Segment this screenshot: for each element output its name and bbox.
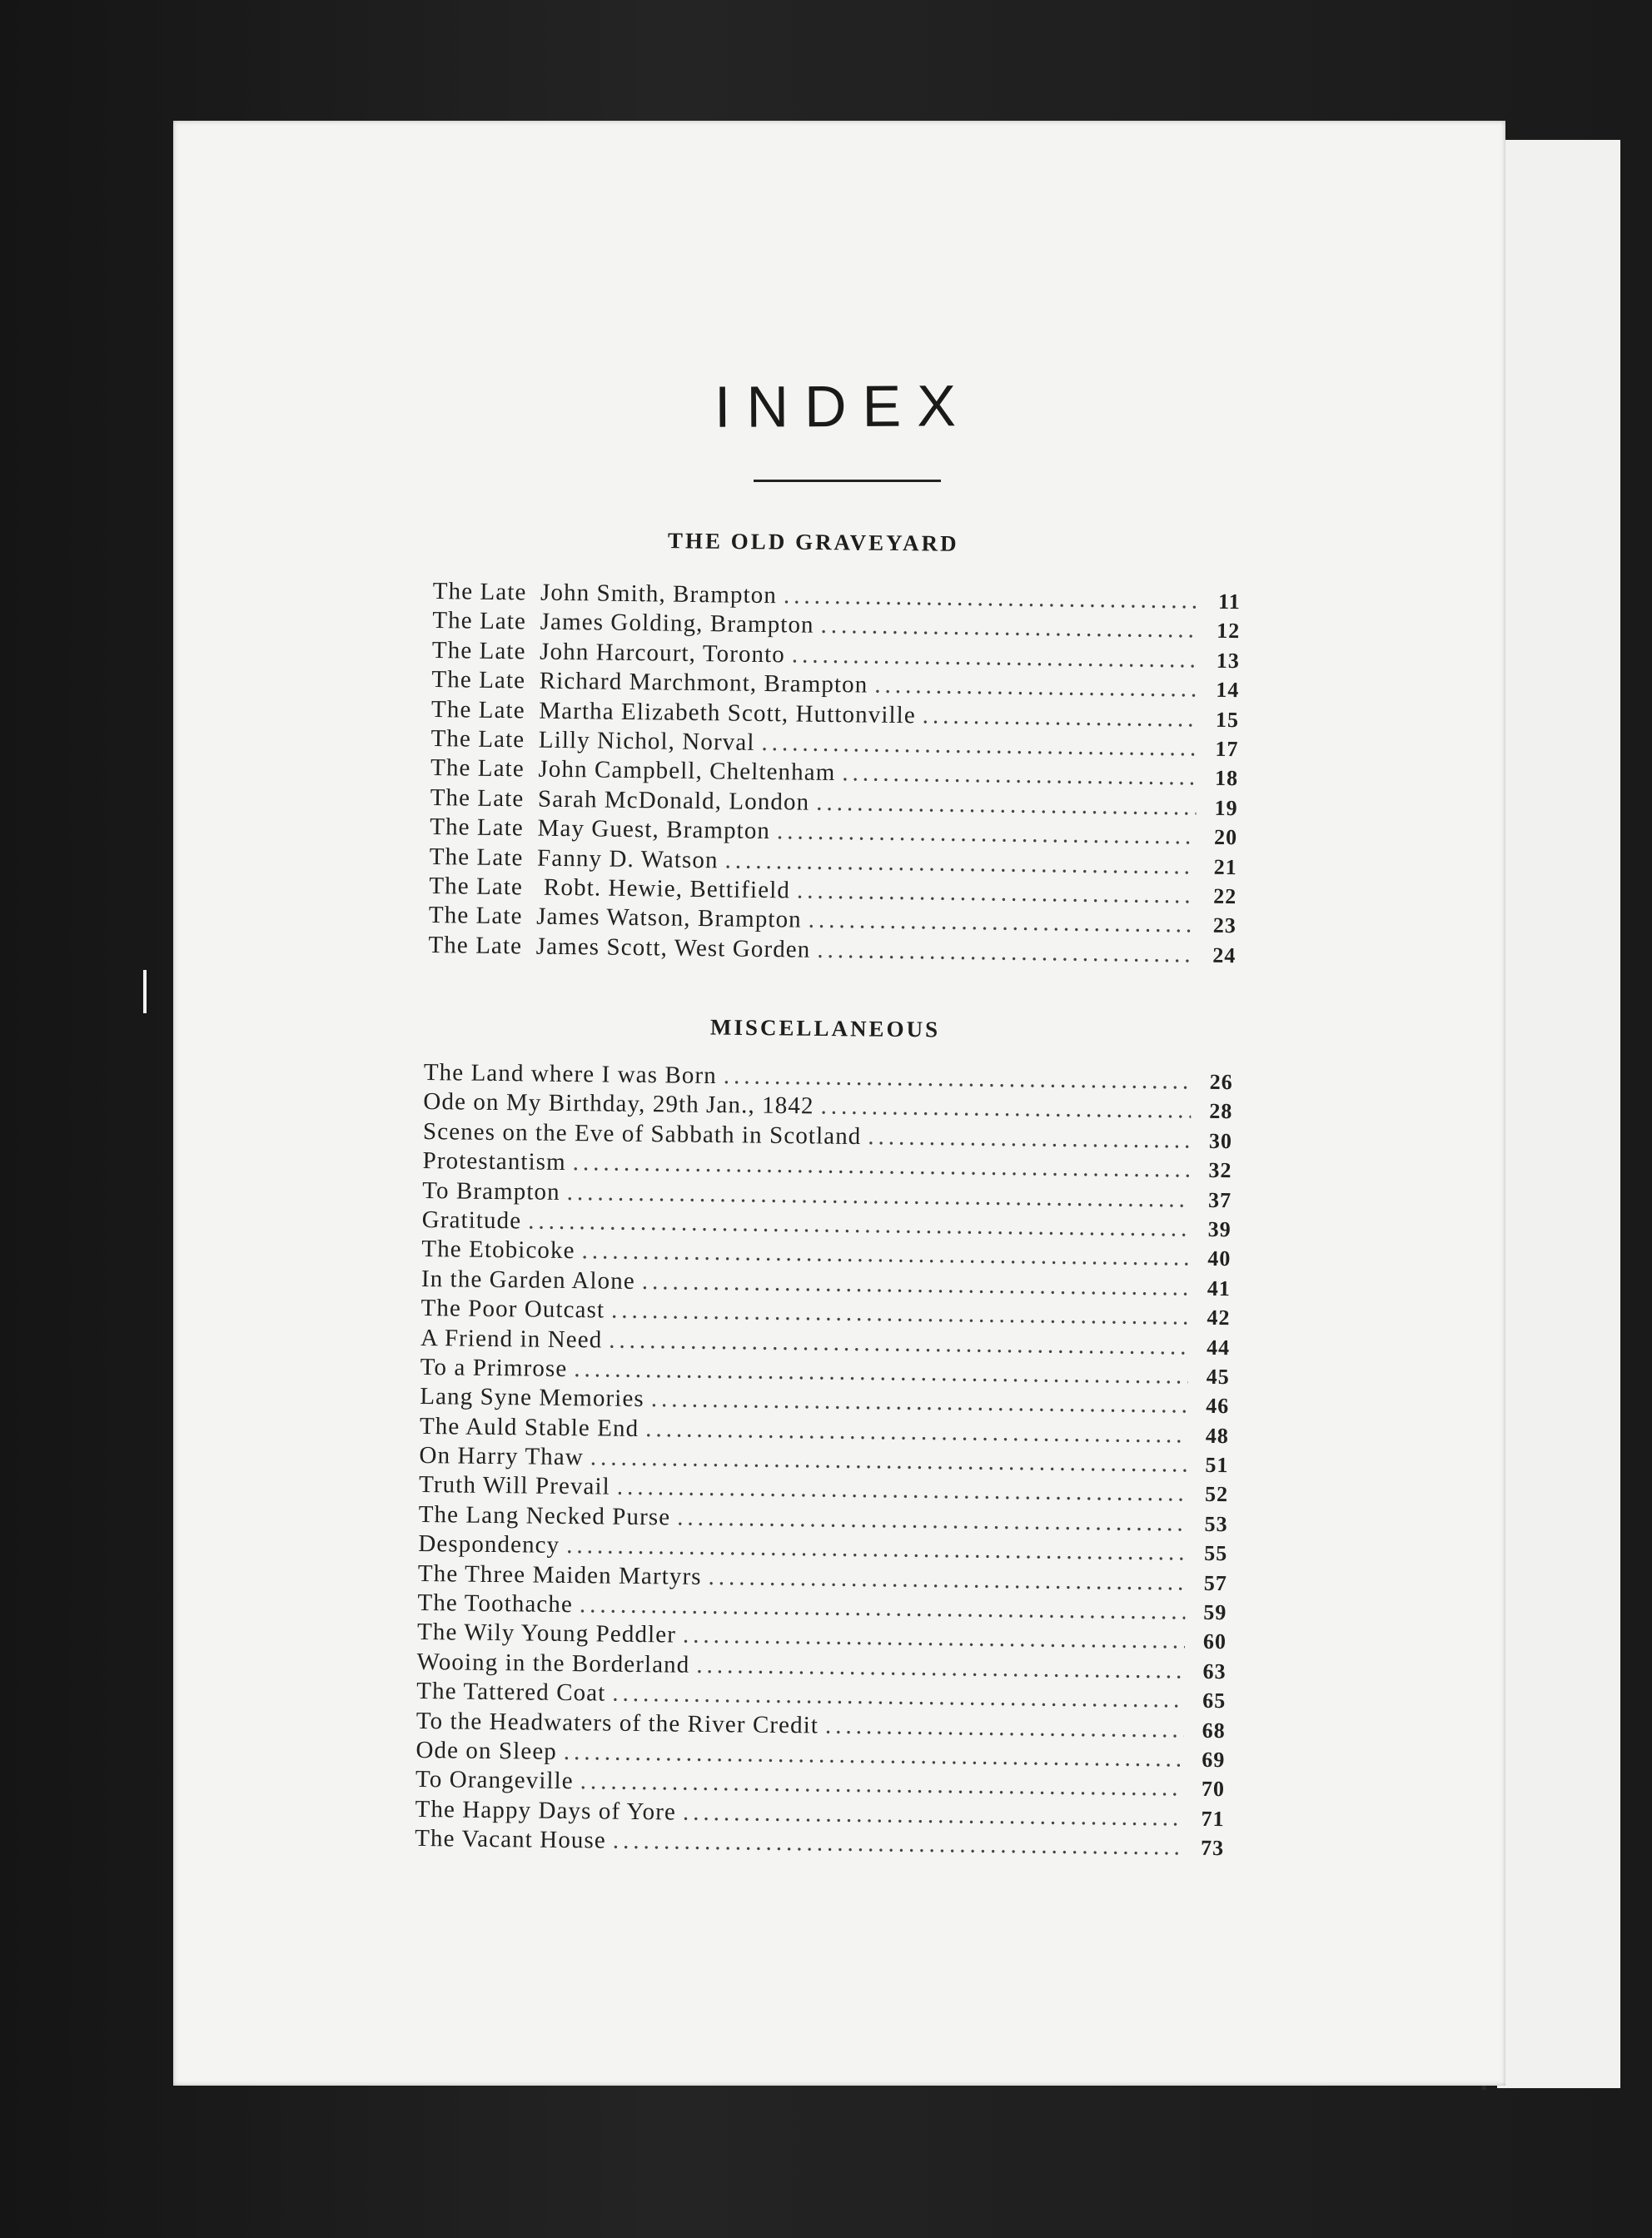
entry-page-number: 51: [1205, 1452, 1229, 1478]
entry-title: The Late Martha Elizabeth Scott, Huttonville: [430, 695, 916, 729]
entry-page-number: 63: [1202, 1659, 1227, 1683]
entry-page-number: 37: [1207, 1187, 1232, 1212]
entry-title: The Lang Necked Purse: [418, 1500, 671, 1531]
entry-title: The Late John Smith, Brampton: [432, 578, 778, 609]
entry-page-number: 42: [1207, 1305, 1231, 1330]
entry-page-number: 59: [1203, 1599, 1227, 1625]
entry-title: Protestantism: [422, 1147, 566, 1176]
entry-page-number: 45: [1206, 1364, 1230, 1390]
dot-leader: [708, 1564, 1186, 1597]
dot-leader: [820, 1093, 1191, 1125]
entry-title: The Late James Watson, Brampton: [428, 902, 802, 933]
entry-page-number: 69: [1202, 1747, 1226, 1773]
entry-title: The Three Maiden Martyrs: [417, 1559, 702, 1590]
entry-page-number: 55: [1204, 1541, 1228, 1566]
dot-leader: [874, 672, 1197, 704]
entry-title: The Late James Golding, Brampton: [432, 607, 814, 639]
entry-page-number: 65: [1202, 1688, 1227, 1713]
entry-title: To a Primrose: [420, 1353, 568, 1382]
dot-leader: [612, 1680, 1184, 1714]
entry-page-number: 11: [1217, 589, 1241, 614]
dot-leader: [645, 1415, 1187, 1449]
dot-leader: [842, 760, 1197, 792]
entry-page-number: 41: [1207, 1276, 1232, 1301]
entry-title: To Orangeville: [415, 1766, 574, 1795]
entry-page-number: 40: [1207, 1246, 1232, 1271]
dot-leader: [580, 1768, 1184, 1803]
section-heading-old-graveyard: THE OLD GRAVEYARD: [667, 528, 959, 556]
entry-page-number: 71: [1201, 1806, 1225, 1831]
entry-page-number: 52: [1204, 1482, 1229, 1507]
entry-title: Ode on Sleep: [415, 1736, 558, 1765]
entry-title: The Late Richard Marchmont, Brampton: [431, 666, 868, 699]
entry-title: Truth Will Prevail: [418, 1471, 610, 1501]
facing-page: [1497, 140, 1620, 2088]
entry-title: In the Garden Alone: [420, 1265, 635, 1295]
dot-leader: [590, 1444, 1187, 1478]
dot-leader: [792, 641, 1198, 674]
entry-page-number: 30: [1208, 1128, 1233, 1153]
dot-leader: [923, 702, 1198, 733]
entry-title: The Late Lilly Nichol, Norval: [430, 724, 755, 756]
entry-page-number: 60: [1202, 1629, 1227, 1654]
entry-title: The Wily Young Peddler: [416, 1619, 677, 1649]
entry-page-number: 39: [1207, 1216, 1232, 1242]
entry-page-number: 18: [1214, 766, 1239, 791]
entry-page-number: 70: [1201, 1777, 1226, 1802]
entry-title: To the Headwaters of the River Credit: [415, 1707, 819, 1739]
dot-leader: [613, 1828, 1183, 1862]
entry-title: To Brampton: [422, 1176, 560, 1206]
dot-leader: [611, 1297, 1189, 1331]
dot-leader: [825, 1712, 1184, 1743]
dot-leader: [816, 789, 1197, 822]
dot-leader: [761, 729, 1197, 763]
dot-leader: [868, 1123, 1191, 1154]
entry-title: The Toothache: [417, 1589, 574, 1619]
dot-leader: [820, 612, 1198, 644]
entry-title: Scenes on the Eve of Sabbath in Scotland: [422, 1117, 862, 1150]
entry-title: The Vacant House: [415, 1825, 607, 1854]
entry-page-number: 22: [1213, 883, 1237, 909]
entry-page-number: 53: [1204, 1511, 1228, 1537]
entry-page-number: 12: [1217, 619, 1241, 644]
dot-leader: [817, 937, 1194, 969]
entry-page-number: 24: [1212, 942, 1237, 967]
dot-leader: [651, 1385, 1188, 1419]
entry-title: The Late May Guest, Brampton: [430, 813, 771, 845]
entry-title: The Late Fanny D. Watson: [429, 843, 719, 873]
entry-page-number: 19: [1214, 795, 1238, 820]
page-title: INDEX: [714, 373, 973, 440]
dot-leader: [724, 1062, 1192, 1095]
section-heading-miscellaneous: MISCELLANEOUS: [709, 1014, 941, 1042]
entry-title: The Late Sarah McDonald, London: [430, 783, 810, 816]
entry-page-number: 26: [1209, 1069, 1233, 1095]
entry-title: A Friend in Need: [420, 1324, 603, 1354]
entry-page-number: 13: [1216, 648, 1241, 673]
entry-page-number: 21: [1213, 854, 1237, 879]
entry-title: On Harry Thaw: [419, 1442, 585, 1471]
entry-title: Ode on My Birthday, 29th Jan., 1842: [423, 1088, 814, 1120]
dot-leader: [784, 582, 1199, 614]
entry-title: The Auld Stable End: [419, 1412, 639, 1442]
entry-page-number: 23: [1212, 913, 1237, 938]
entry-page-number: 15: [1215, 707, 1240, 732]
dot-leader: [777, 818, 1197, 850]
dot-leader: [580, 1591, 1186, 1625]
entry-page-number: 28: [1209, 1099, 1233, 1124]
dot-leader: [581, 1238, 1189, 1272]
title-rule: [754, 480, 941, 482]
entry-page-number: 68: [1202, 1718, 1226, 1743]
entry-title: The Poor Outcast: [420, 1295, 605, 1324]
entry-title: Wooing in the Borderland: [416, 1648, 690, 1678]
entry-page-number: 46: [1206, 1394, 1230, 1419]
entry-page-number: 48: [1205, 1423, 1230, 1448]
dot-leader: [683, 1622, 1185, 1655]
dot-leader: [809, 907, 1195, 939]
entry-page-number: 14: [1216, 678, 1240, 703]
entry-title: The Late John Campbell, Cheltenham: [430, 754, 836, 787]
dot-leader: [683, 1798, 1183, 1832]
entry-title: The Etobicoke: [421, 1236, 575, 1265]
dot-leader: [617, 1474, 1187, 1508]
entry-title: The Late James Scott, West Gorden: [428, 931, 811, 963]
section-old-graveyard-entries: [428, 578, 1241, 971]
entry-title: The Happy Days of Yore: [415, 1795, 677, 1826]
entry-title: Gratitude: [421, 1206, 522, 1235]
entry-title: Lang Syne Memories: [420, 1383, 644, 1413]
dot-leader: [696, 1652, 1185, 1685]
edge-mark: [143, 970, 147, 1013]
entry-title: The Tattered Coat: [416, 1678, 606, 1707]
entry-title: The Late John Harcourt, Toronto: [431, 636, 786, 669]
entry-page-number: 17: [1215, 736, 1239, 762]
section-miscellaneous-entries: [415, 1059, 1233, 1864]
entry-page-number: 57: [1203, 1570, 1227, 1595]
dot-leader: [724, 847, 1196, 880]
entry-page-number: 44: [1206, 1335, 1231, 1360]
entry-page-number: 32: [1208, 1158, 1232, 1183]
entry-title: Despondency: [418, 1530, 560, 1559]
entry-title: The Late Robt. Hewie, Bettifield: [429, 872, 791, 904]
dot-leader: [642, 1268, 1189, 1302]
dot-leader: [677, 1504, 1187, 1537]
entry-page-number: 73: [1200, 1835, 1225, 1861]
dot-leader: [609, 1326, 1188, 1360]
dot-leader: [797, 877, 1196, 909]
entry-page-number: 20: [1213, 824, 1238, 850]
entry-title: The Land where I was Born: [423, 1059, 718, 1090]
